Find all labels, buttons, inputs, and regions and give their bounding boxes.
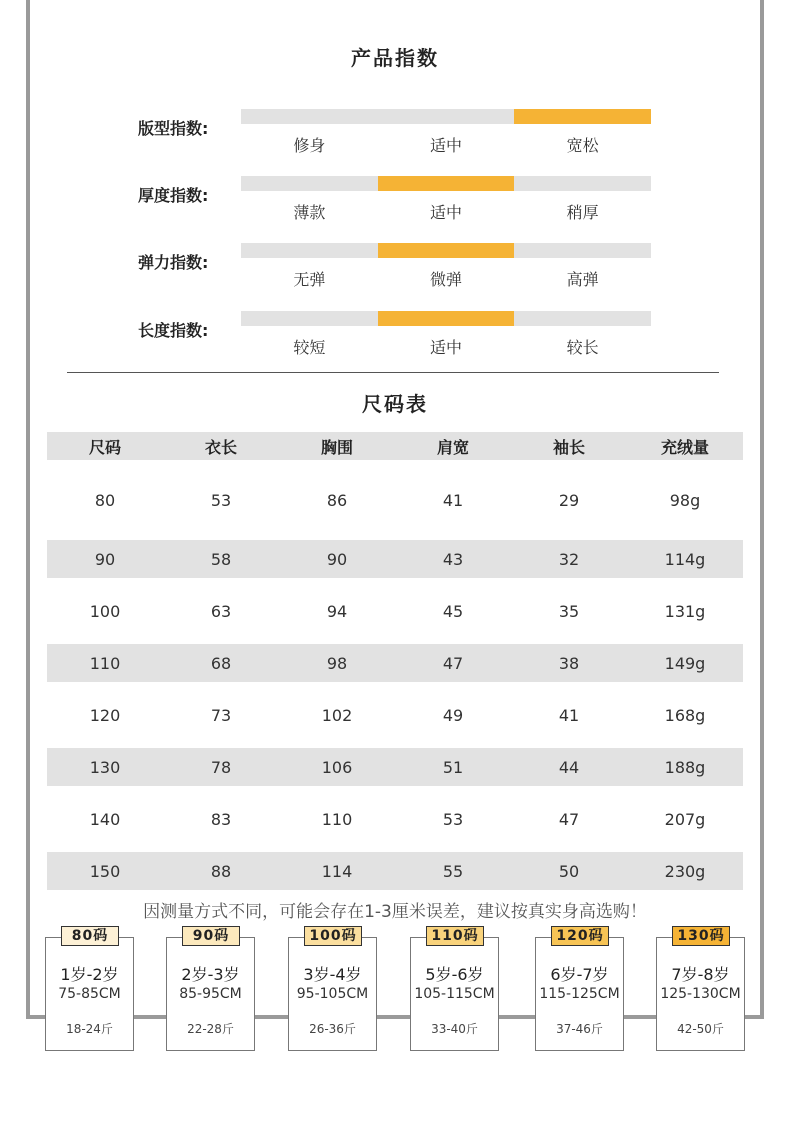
index-options xyxy=(241,133,651,156)
table-cell: 53 xyxy=(210,490,232,510)
size-card-tag: 90码 xyxy=(182,926,240,946)
table-cell: 150 xyxy=(47,852,163,890)
index-row xyxy=(0,243,790,293)
table-cell: 73 xyxy=(210,705,232,725)
table-cell: 207g xyxy=(664,809,706,829)
size-chart-header-row xyxy=(47,432,743,460)
table-cell: 43 xyxy=(395,540,511,578)
index-option-label: 较长 xyxy=(566,338,599,357)
table-cell: 140 xyxy=(89,809,121,829)
index-bar-segment xyxy=(514,311,651,326)
index-row xyxy=(0,311,790,361)
table-cell: 47 xyxy=(395,644,511,682)
index-bar xyxy=(241,311,651,326)
table-cell: 149g xyxy=(627,644,743,682)
table-row xyxy=(47,786,743,852)
table-cell: 110 xyxy=(47,644,163,682)
table-cell: 114 xyxy=(279,852,395,890)
index-label: 弹力指数: xyxy=(138,253,209,272)
header-shoulder: 肩宽 xyxy=(395,432,511,460)
table-cell: 114g xyxy=(627,540,743,578)
index-option-label: 适中 xyxy=(430,203,463,222)
table-cell: 53 xyxy=(442,809,464,829)
section-divider xyxy=(67,372,719,373)
index-label: 长度指数: xyxy=(138,321,209,340)
table-cell: 90 xyxy=(47,540,163,578)
size-card-tag: 100码 xyxy=(304,926,362,946)
table-cell: 188g xyxy=(627,748,743,786)
header-length: 衣长 xyxy=(163,432,279,460)
table-cell: 29 xyxy=(558,490,580,510)
size-card-height: 75-85CM xyxy=(58,986,121,1002)
table-cell: 49 xyxy=(442,705,464,725)
index-bar-segment xyxy=(241,109,378,124)
size-card-height: 95-105CM xyxy=(296,986,369,1002)
size-chart-title: 尺码表 xyxy=(362,392,428,416)
table-cell: 90 xyxy=(279,540,395,578)
index-option-label: 微弹 xyxy=(430,270,463,289)
index-option-label: 修身 xyxy=(293,136,326,155)
size-card-age: 7岁-8岁 xyxy=(671,965,730,984)
table-row xyxy=(47,852,743,890)
header-size: 尺码 xyxy=(47,432,163,460)
table-cell: 102 xyxy=(321,705,353,725)
size-card-tag: 120码 xyxy=(551,926,609,946)
measurement-note: 因测量方式不同，可能会存在1-3厘米误差，建议按真实身高选购！ xyxy=(143,902,647,922)
table-cell: 168g xyxy=(664,705,706,725)
index-bar-segment xyxy=(514,243,651,258)
table-cell: 51 xyxy=(395,748,511,786)
table-cell: 110 xyxy=(321,809,353,829)
index-bar-segment xyxy=(241,176,378,191)
index-bar xyxy=(241,176,651,191)
size-card-height: 115-125CM xyxy=(539,986,620,1002)
table-cell: 68 xyxy=(163,644,279,682)
size-card-age: 6岁-7岁 xyxy=(550,965,609,984)
table-cell: 80 xyxy=(94,490,116,510)
table-cell: 41 xyxy=(558,705,580,725)
size-card-age: 3岁-4岁 xyxy=(303,965,362,984)
index-row xyxy=(0,109,790,159)
index-label: 版型指数: xyxy=(138,119,209,138)
index-option-label: 适中 xyxy=(430,136,463,155)
size-card xyxy=(166,928,255,1051)
table-cell: 47 xyxy=(558,809,580,829)
table-cell: 44 xyxy=(511,748,627,786)
header-sleeve: 袖长 xyxy=(511,432,627,460)
index-options xyxy=(241,267,651,290)
index-bar-selected-segment xyxy=(514,109,651,124)
header-chest: 胸围 xyxy=(279,432,395,460)
index-bar-selected-segment xyxy=(378,176,515,191)
index-bar xyxy=(241,109,651,124)
size-card-weight: 22-28斤 xyxy=(187,1022,234,1036)
table-cell: 32 xyxy=(511,540,627,578)
table-row xyxy=(47,644,743,682)
table-cell: 106 xyxy=(279,748,395,786)
table-cell: 120 xyxy=(89,705,121,725)
index-bar-segment xyxy=(378,109,515,124)
table-cell: 35 xyxy=(558,601,580,621)
index-bar-segment xyxy=(514,176,651,191)
size-card xyxy=(656,928,745,1051)
table-cell: 86 xyxy=(326,490,348,510)
size-card-height: 125-130CM xyxy=(660,986,741,1002)
size-card-height: 105-115CM xyxy=(414,986,495,1002)
size-card xyxy=(410,928,499,1051)
product-index-title: 产品指数 xyxy=(351,46,439,70)
index-options xyxy=(241,200,651,223)
table-cell: 98 xyxy=(279,644,395,682)
table-cell: 130 xyxy=(47,748,163,786)
size-chart-table xyxy=(47,432,743,890)
size-card-age: 5岁-6岁 xyxy=(425,965,484,984)
table-cell: 83 xyxy=(210,809,232,829)
size-card xyxy=(45,928,134,1051)
index-bar-selected-segment xyxy=(378,243,515,258)
table-cell: 63 xyxy=(210,601,232,621)
index-bar-segment xyxy=(241,243,378,258)
index-options xyxy=(241,335,651,358)
size-card-tag: 130码 xyxy=(672,926,730,946)
index-option-label: 较短 xyxy=(293,338,326,357)
index-option-label: 无弹 xyxy=(293,270,326,289)
index-option-label: 宽松 xyxy=(566,136,599,155)
size-chart-body xyxy=(47,460,743,890)
size-card-weight: 37-46斤 xyxy=(556,1022,603,1036)
size-card-age: 1岁-2岁 xyxy=(60,965,119,984)
index-option-label: 高弹 xyxy=(566,270,599,289)
table-cell: 88 xyxy=(163,852,279,890)
size-card-height: 85-95CM xyxy=(179,986,242,1002)
table-cell: 38 xyxy=(511,644,627,682)
table-row xyxy=(47,748,743,786)
index-bar xyxy=(241,243,651,258)
table-cell: 100 xyxy=(89,601,121,621)
table-cell: 55 xyxy=(395,852,511,890)
index-option-label: 薄款 xyxy=(293,203,326,222)
table-cell: 131g xyxy=(664,601,706,621)
size-card xyxy=(535,928,624,1051)
table-cell: 41 xyxy=(442,490,464,510)
size-card-weight: 18-24斤 xyxy=(66,1022,113,1036)
table-row xyxy=(47,460,743,540)
index-bar-segment xyxy=(241,311,378,326)
table-cell: 94 xyxy=(326,601,348,621)
table-cell: 98g xyxy=(669,490,701,510)
table-row xyxy=(47,682,743,748)
index-option-label: 适中 xyxy=(430,338,463,357)
header-down-fill: 充绒量 xyxy=(627,432,743,460)
size-card-tag: 110码 xyxy=(426,926,484,946)
index-bar-selected-segment xyxy=(378,311,515,326)
table-cell: 45 xyxy=(442,601,464,621)
index-option-label: 稍厚 xyxy=(566,203,599,222)
size-card xyxy=(288,928,377,1051)
size-card-weight: 26-36斤 xyxy=(309,1022,356,1036)
size-card-tag: 80码 xyxy=(61,926,119,946)
index-label: 厚度指数: xyxy=(138,186,209,205)
table-cell: 78 xyxy=(163,748,279,786)
table-cell: 50 xyxy=(511,852,627,890)
table-row xyxy=(47,578,743,644)
table-row xyxy=(47,540,743,578)
index-row xyxy=(0,176,790,226)
size-card-weight: 42-50斤 xyxy=(677,1022,724,1036)
table-cell: 58 xyxy=(163,540,279,578)
size-card-age: 2岁-3岁 xyxy=(181,965,240,984)
table-cell: 230g xyxy=(627,852,743,890)
size-card-weight: 33-40斤 xyxy=(431,1022,478,1036)
